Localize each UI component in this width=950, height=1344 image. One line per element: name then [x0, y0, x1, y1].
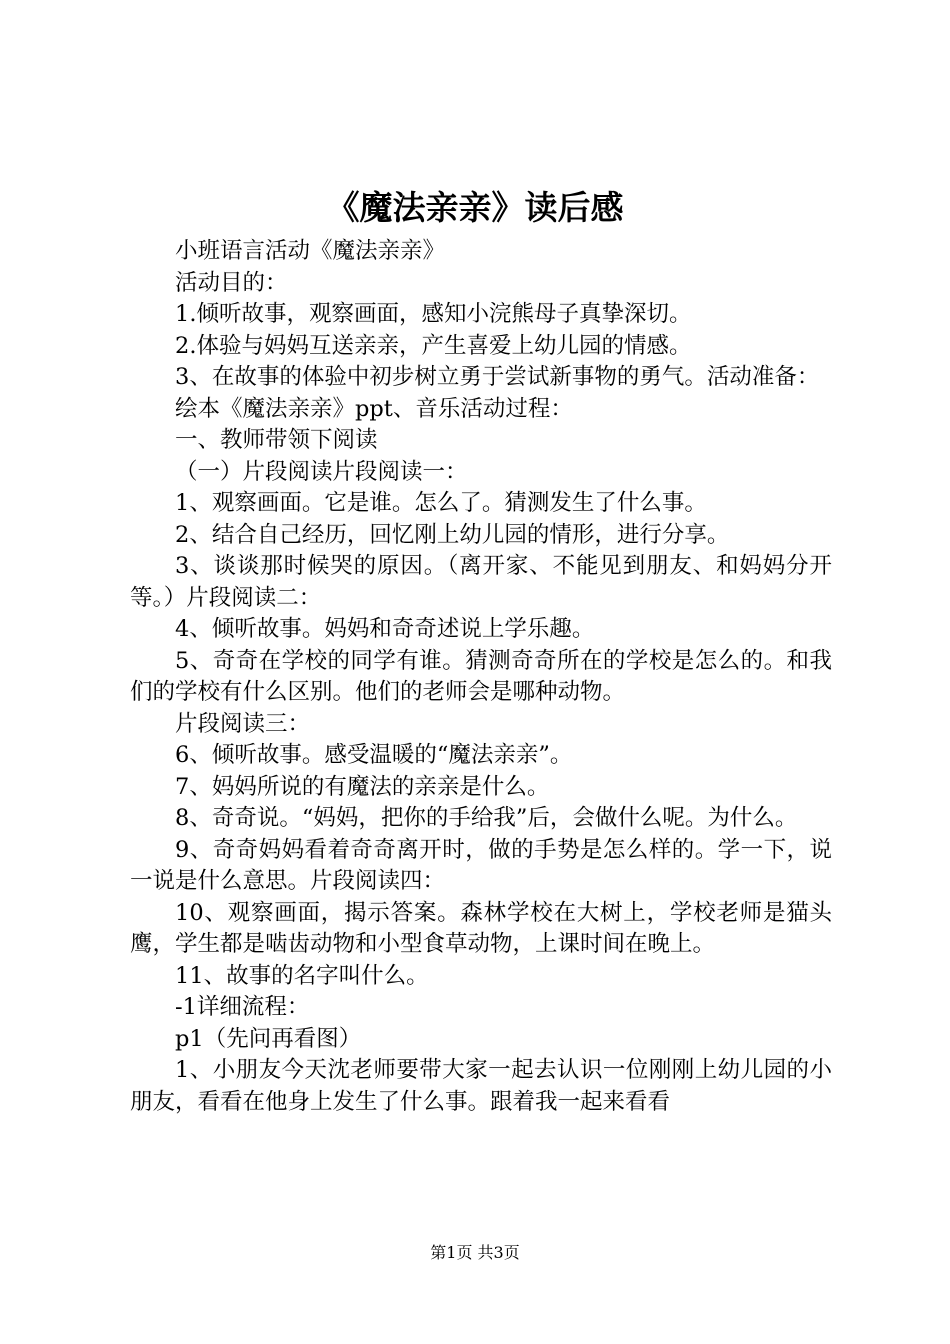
- paragraph: 小班语言活动《魔法亲亲》: [175, 238, 446, 264]
- paragraph: 5、奇奇在学校的同学有谁。猜测奇奇所在的学校是怎么的。和我们的学校有什么区别。他们的老师会是哪种动物。: [130, 647, 832, 705]
- document-body: [130, 236, 832, 1118]
- paragraph: 1、小朋友今天沈老师要带大家一起去认识一位刚刚上幼儿园的小朋友，看看在他身上发生了什么事。跟着我一起来看看: [130, 1057, 832, 1115]
- paragraph: （一）片段阅读片段阅读一：: [175, 458, 468, 485]
- page-number-label: 第1页 共3页: [430, 1243, 520, 1262]
- paragraph: 3、谈谈那时候哭的原因。（离开家、不能见到朋友、和妈妈分开等。）片段阅读二：: [130, 553, 832, 611]
- paragraph: 10、观察画面，揭示答案。森林学校在大树上，学校老师是猫头鹰，学生都是啮齿动物和小型食草动物，上课时间在晚上。: [130, 899, 832, 957]
- paragraph: 一、教师带领下阅读: [175, 427, 378, 453]
- paragraph: 8、奇奇说。“妈妈，把你的手给我”后，会做什么呢。为什么。: [175, 805, 798, 831]
- paragraph: 9、奇奇妈妈看着奇奇离开时，做的手势是怎么样的。学一下，说一说是什么意思。片段阅读四：: [130, 836, 832, 894]
- paragraph: 6、倾听故事。感受温暖的“魔法亲亲”。: [175, 742, 573, 768]
- paragraph: 1.倾听故事，观察画面，感知小浣熊母子真挚深切。: [175, 301, 692, 327]
- paragraph: 3、在故事的体验中初步树立勇于尝试新事物的勇气。活动准备：: [175, 364, 820, 390]
- paragraph: 活动目的：: [175, 269, 288, 296]
- paragraph: 2、结合自己经历，回忆刚上幼儿园的情形，进行分享。: [175, 521, 730, 548]
- paragraph: 4、倾听故事。妈妈和奇奇述说上学乐趣。: [175, 616, 595, 642]
- paragraph: 绘本《魔法亲亲》ppt、音乐活动过程：: [175, 395, 573, 422]
- page-footer: [0, 1243, 950, 1263]
- paragraph: -1详细流程：: [175, 994, 310, 1020]
- paragraph: 2.体验与妈妈互送亲亲，产生喜爱上幼儿园的情感。: [175, 332, 692, 359]
- document-title: 《魔法亲亲》读后感: [326, 188, 624, 227]
- paragraph: 1、观察画面。它是谁。怎么了。猜测发生了什么事。: [175, 490, 707, 516]
- paragraph: p1（先问再看图）: [175, 1025, 362, 1052]
- paragraph: 片段阅读三：: [175, 710, 311, 737]
- paragraph: 11、故事的名字叫什么。: [175, 962, 429, 989]
- paragraph: 7、妈妈所说的有魔法的亲亲是什么。: [175, 773, 550, 800]
